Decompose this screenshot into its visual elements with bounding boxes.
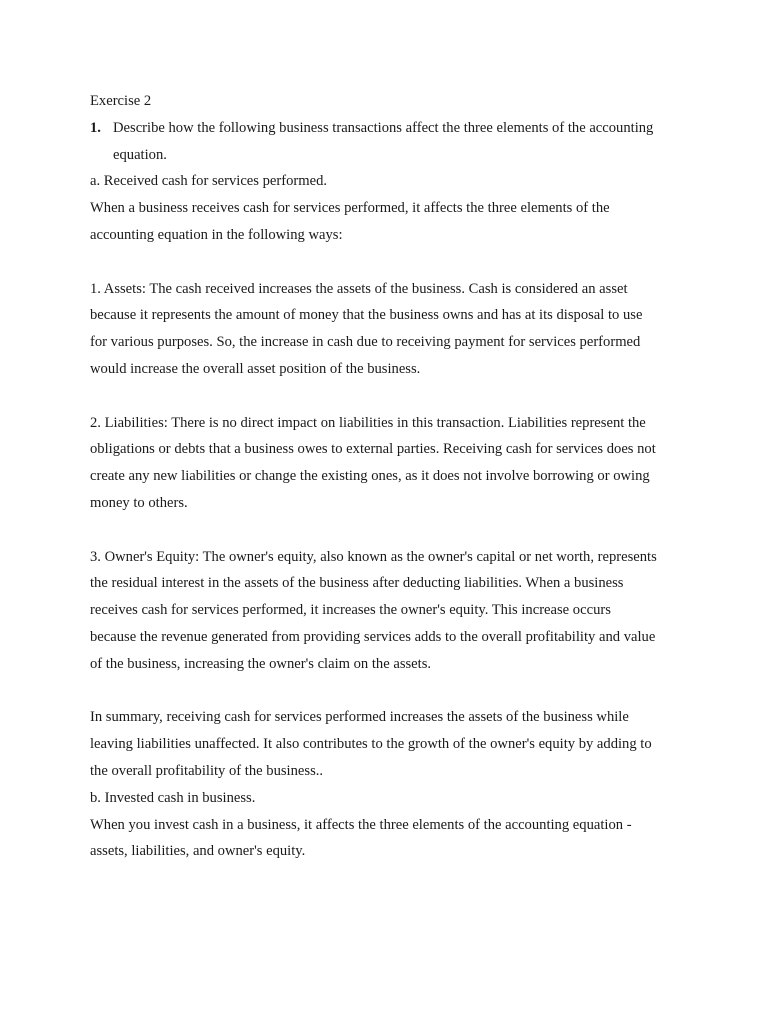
exercise-heading: Exercise 2 [90, 93, 152, 109]
paragraph-line: 3. Owner's Equity: The owner's equity, also known as the owner's capital or net worth, represents [90, 548, 657, 565]
part-a-label: a. Received cash for services performed. [90, 173, 328, 190]
question-line: equation. [113, 146, 167, 163]
paragraph-line: In summary, receiving cash for services performed increases the assets of the business while [90, 709, 629, 726]
paragraph-line: because the revenue generated from providing services adds to the overall profitability and value [90, 628, 656, 645]
paragraph-line: of the business, increasing the owner's claim on the assets. [90, 655, 432, 672]
paragraph-spacer [90, 383, 690, 410]
paragraph-spacer [90, 678, 690, 705]
paragraph-line: receives cash for services performed, it increases the owner's equity. This increase occurs [90, 602, 611, 619]
paragraph-line: for various purposes. So, the increase in cash due to receiving payment for services performed [90, 334, 641, 351]
paragraph-line: money to others. [90, 494, 188, 511]
question-line: Describe how the following business transactions affect the three elements of the accounting [113, 119, 654, 136]
question-1 [90, 115, 690, 169]
paragraph-line: the overall profitability of the business.. [90, 762, 324, 779]
paragraph-line: would increase the overall asset position of the business. [90, 360, 421, 377]
document-page [90, 88, 690, 865]
part-b-label: b. Invested cash in business. [90, 789, 256, 806]
question-number: 1. [90, 119, 101, 136]
paragraph-line: accounting equation in the following ways: [90, 226, 343, 243]
paragraph-line: obligations or debts that a business owes to external parties. Receiving cash for services does not [90, 441, 656, 458]
paragraph-line: create any new liabilities or change the existing ones, as it does not involve borrowing or owing [90, 468, 650, 485]
paragraph-line: 1. Assets: The cash received increases the assets of the business. Cash is considered an asset [90, 280, 628, 297]
paragraph-spacer [90, 517, 690, 544]
paragraph-line: the residual interest in the assets of the business after deducting liabilities. When a business [90, 575, 624, 592]
paragraph-line: When you invest cash in a business, it affects the three elements of the accounting equation - [90, 816, 632, 833]
paragraph-line: 2. Liabilities: There is no direct impact on liabilities in this transaction. Liabilities represent the [90, 414, 646, 431]
paragraph-line: When a business receives cash for services performed, it affects the three elements of the [90, 200, 610, 217]
paragraph-line: because it represents the amount of money that the business owns and has at its disposal to use [90, 307, 643, 324]
paragraph-spacer [90, 249, 690, 276]
paragraph-line: leaving liabilities unaffected. It also contributes to the growth of the owner's equity by adding to [90, 736, 652, 753]
paragraph-line: assets, liabilities, and owner's equity. [90, 843, 306, 860]
